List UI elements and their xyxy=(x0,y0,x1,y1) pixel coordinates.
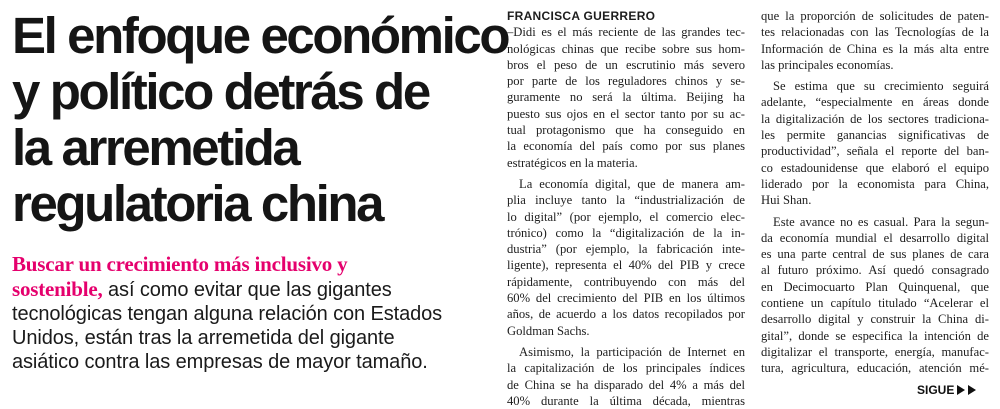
article-column-2 xyxy=(761,8,989,377)
body-text-line: gital”, donde se especifica la intención de xyxy=(761,328,989,343)
headline-line: regulatoria china xyxy=(12,175,383,232)
body-text-line: ligente), representa el 40% del PIB y crece xyxy=(507,258,745,273)
body-text-line: Asimismo, la participación de Internet en xyxy=(519,344,745,359)
body-text-line: la digitalización de los sectores tradiciona- xyxy=(761,111,989,126)
body-text-line: rápidamente, contribuyendo con más del xyxy=(507,274,745,289)
body-text-line: las principales economías. xyxy=(761,57,894,72)
body-text-line: Se estima que su crecimiento seguirá xyxy=(773,79,989,94)
body-text-line: la economía del país como por sus planes xyxy=(507,139,745,154)
body-text-line: trónico) como la “digitalización de la in- xyxy=(507,225,745,240)
byline: FRANCISCA GUERRERO xyxy=(507,9,656,23)
body-text-line: Este avance no es casual. Para la segun- xyxy=(773,214,989,229)
body-text-line: 40% durante la última década, mientras xyxy=(507,393,745,408)
body-text-line: digitalizar el transporte, energía, manufac- xyxy=(761,344,989,359)
headline xyxy=(12,7,509,232)
deck-line: Unidos, están tras la arremetida del gigante xyxy=(12,327,395,349)
body-text-line: tual protagonismo que ha conseguido en xyxy=(507,123,745,138)
body-text-line: nológicas chinas que recibe sobre sus hom- xyxy=(507,41,745,56)
body-text-line: tes relacionadas con las Tecnologías de la xyxy=(761,25,989,40)
body-text-line: años, de acuerdo a los datos recopilados por xyxy=(507,307,745,322)
body-text-line: Goldman Sachs. xyxy=(507,323,590,338)
deck-line xyxy=(12,277,490,302)
body-text-line: que la proporción de solicitudes de paten- xyxy=(761,9,989,23)
body-text-line: estratégicos en la materia. xyxy=(507,155,638,170)
body-text-line: por parte de los reguladores chinos y se- xyxy=(507,74,745,89)
body-text-line: guramente no será la última. Beijing ha xyxy=(507,90,745,105)
headline-line: El enfoque económico xyxy=(12,7,509,64)
body-text-line: en Decimocuarto Plan Quinquenal, que xyxy=(761,279,989,294)
body-text-line: liderado por la economista para China, xyxy=(761,176,989,191)
body-text-line: contiene un capítulo titulado “Acelerar el xyxy=(761,296,989,311)
headline-line: la arremetida xyxy=(12,119,299,176)
deck xyxy=(12,252,490,374)
body-text-line: da economía mundial el desarrollo digital xyxy=(761,230,989,245)
body-text-line: Información de China es la más alta entre xyxy=(761,41,989,56)
arrow-right-icon xyxy=(968,385,976,395)
continue-indicator xyxy=(917,382,976,398)
body-text-line: les permite ganancias significativas de xyxy=(761,128,989,143)
body-text-line: puesto sus ojos en el sector tanto por su ac- xyxy=(507,106,745,121)
deck-text: así como evitar que las gigantes xyxy=(102,279,392,301)
body-text-line: plia incluye tanto la “industrialización de xyxy=(507,193,745,208)
body-text-line: lo digital” (por ejemplo, el comercio elec- xyxy=(507,209,745,224)
body-text-line: Hui Shan. xyxy=(761,193,812,208)
body-text-line: tura, agricultura, educación, atención mé- xyxy=(761,361,989,376)
body-text-line: adelante, “especialmente en áreas donde xyxy=(761,95,989,110)
body-text-line: 60% del crecimiento del PIB en los últimos xyxy=(507,291,745,306)
headline-line: y político detrás de xyxy=(12,63,429,120)
body-text-line: productividad”, señala el reporte del ban- xyxy=(761,144,989,159)
article-column-1 xyxy=(507,8,745,409)
arrow-right-icon xyxy=(957,385,965,395)
body-text-line: al futuro próximo. Así quedó consagrado xyxy=(761,263,989,278)
deck-line: asiático contra las empresas de mayor tamaño. xyxy=(12,351,428,373)
continue-label: SIGUE xyxy=(917,383,955,397)
body-text-line: La economía digital, que de manera am- xyxy=(519,176,745,191)
body-text-line: es una parte central de sus planes de cara xyxy=(761,247,989,262)
body-text-line: desarrollo digital y construir la China di- xyxy=(761,312,989,327)
body-text-line: la capitalización de los principales índices xyxy=(507,361,745,376)
body-text-line: –Didi es el más reciente de las grandes tec- xyxy=(507,25,745,40)
deck-line xyxy=(12,252,490,277)
deck-highlight: sostenible, xyxy=(12,277,103,301)
body-text-line: de China se ha disparado del 4% a más del xyxy=(507,377,745,392)
body-text-line: co estadounidense que elaboró el equipo xyxy=(761,160,989,175)
body-text-line: bros el peso de un escrutinio más severo xyxy=(507,57,745,72)
deck-line: tecnológicas tengan alguna relación con Estados xyxy=(12,303,443,325)
deck-highlight: Buscar un crecimiento más inclusivo y xyxy=(12,252,348,276)
body-text-line: dustria” (por ejemplo, la fabricación inte- xyxy=(507,242,745,257)
